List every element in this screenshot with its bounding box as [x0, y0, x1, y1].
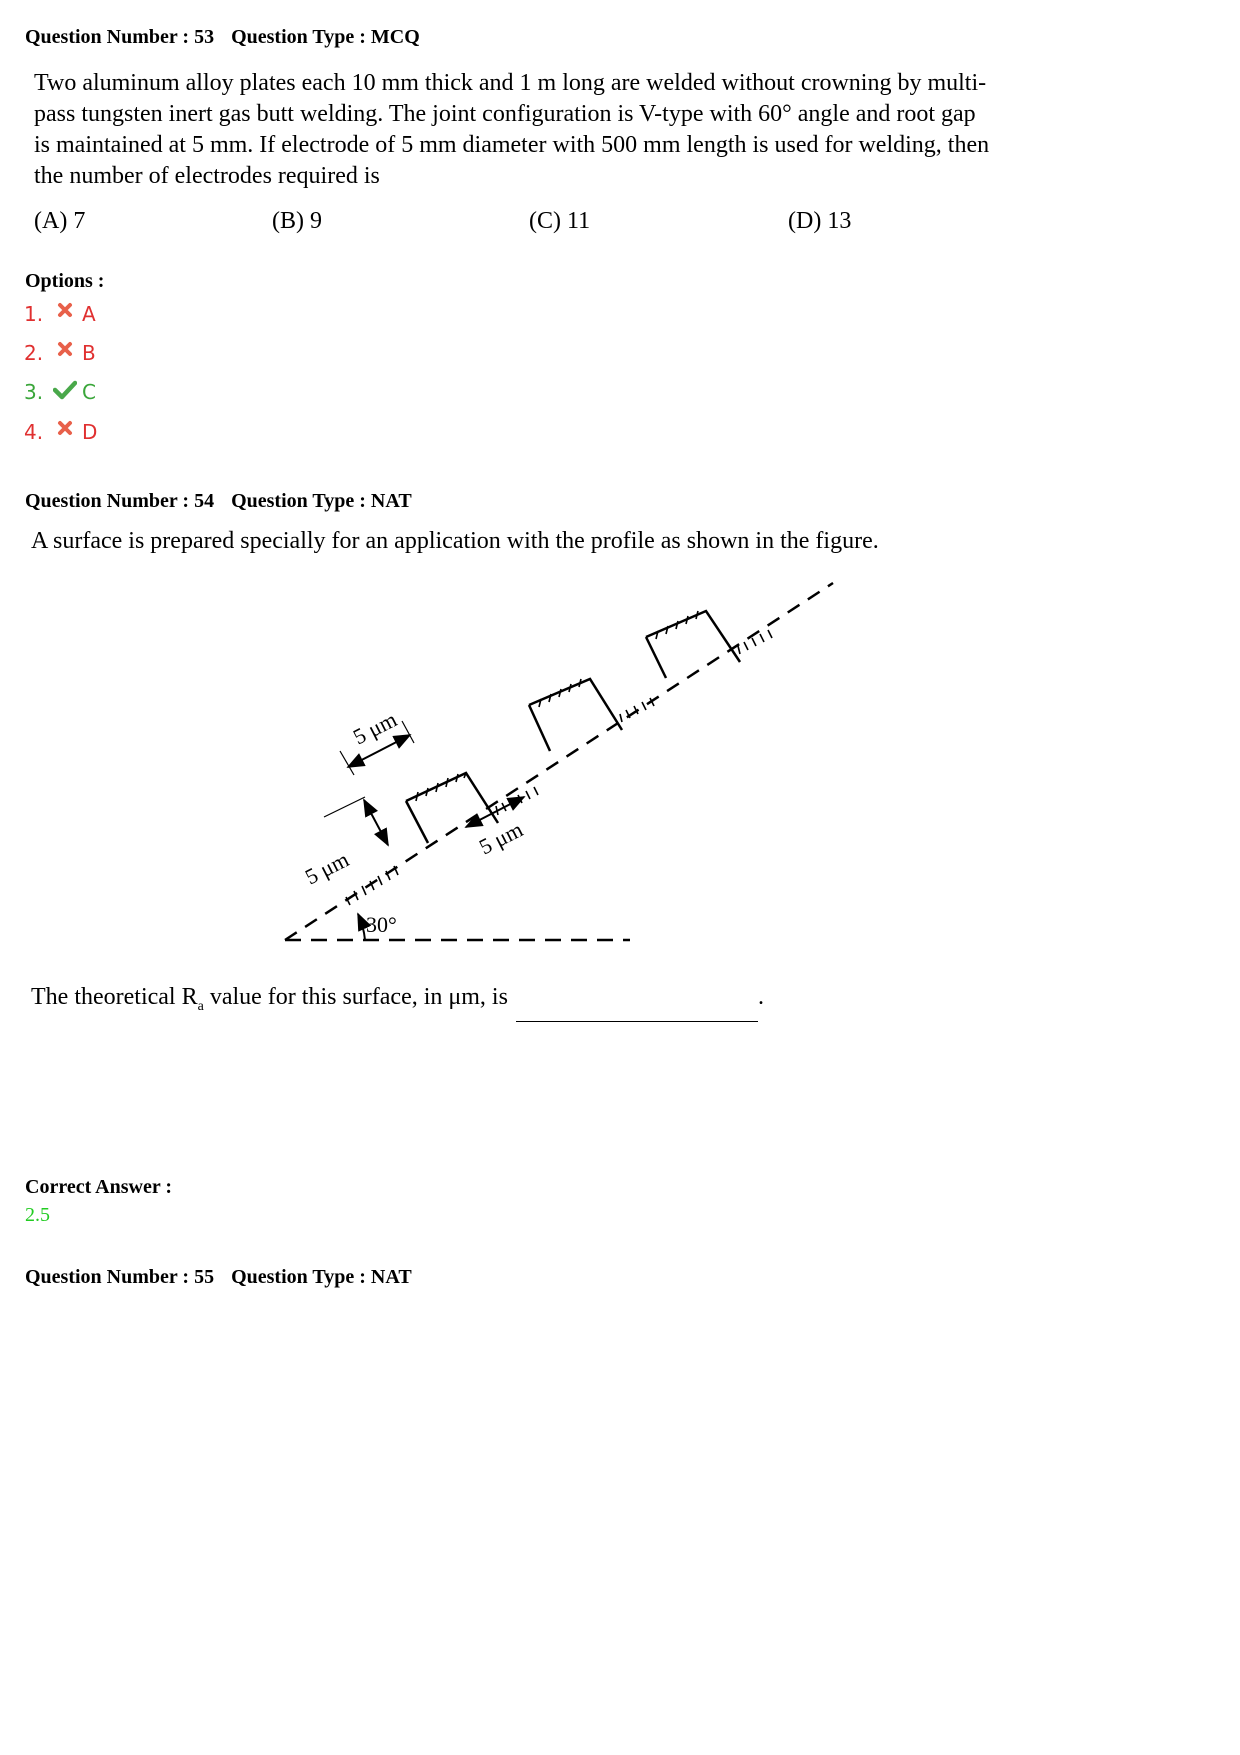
surface-hatching: [346, 611, 772, 905]
choice-c: (C) 11: [529, 208, 591, 234]
option-letter: C: [82, 380, 96, 404]
question-line: is maintained at 5 mm. If electrode of 5 mm diameter with 500 mm length is used for welding, then: [34, 132, 990, 158]
choice-d: (D) 13: [788, 208, 852, 234]
cross-icon: [52, 420, 78, 444]
option-number: 1.: [24, 302, 44, 326]
choice-b: (B) 9: [272, 208, 322, 234]
question-number: Question Number : 54: [25, 490, 215, 512]
option-letter: D: [82, 420, 98, 444]
question-line: pass tungsten inert gas butt welding. The joint configuration is V-type with 60° angle and root gap: [34, 101, 976, 127]
correct-answer-value: 2.5: [25, 1204, 50, 1226]
dimension-left-label: 5 μm: [300, 846, 353, 890]
extension-line: [340, 751, 354, 775]
correct-answer-label: Correct Answer :: [25, 1176, 172, 1198]
prompt-text: The theoretical R: [31, 984, 198, 1010]
inclined-mean-line: [285, 583, 833, 940]
profile-outline: [406, 611, 740, 843]
question-header-54: [25, 490, 412, 513]
surface-profile-figure: [280, 575, 840, 955]
question-line: the number of electrodes required is: [34, 163, 380, 189]
extension-line: [324, 797, 365, 817]
question-number: Question Number : 53: [25, 26, 215, 48]
cross-icon: [52, 341, 78, 365]
option-number: 4.: [24, 420, 44, 444]
answer-blank: [516, 997, 758, 1022]
option-1[interactable]: [24, 300, 96, 328]
extension-line: [402, 721, 414, 743]
question-text-54: [31, 526, 879, 557]
question-text-53: [34, 68, 989, 192]
option-3[interactable]: [24, 378, 96, 406]
option-letter: B: [82, 341, 96, 365]
question-type: Question Type : NAT: [231, 1266, 412, 1288]
question-prompt-54: [31, 982, 764, 1022]
question-type: Question Type : NAT: [231, 490, 412, 512]
option-4[interactable]: [24, 418, 97, 446]
option-number: 3.: [24, 380, 44, 404]
choice-a: (A) 7: [34, 208, 86, 234]
dimension-bottom-label: 5 μm: [474, 816, 527, 860]
question-line: Two aluminum alloy plates each 10 mm thick and 1 m long are welded without crowning by multi-: [34, 70, 987, 96]
angle-arc: [358, 914, 365, 940]
option-letter: A: [82, 302, 96, 326]
dimension-left-arrow: [364, 800, 388, 845]
dimension-top-label: 5 μm: [348, 706, 401, 750]
question-number: Question Number : 55: [25, 1266, 215, 1288]
option-2[interactable]: [24, 339, 96, 367]
prompt-text-suffix: value for this surface, in μm, is: [203, 984, 508, 1010]
check-icon: [52, 380, 78, 404]
angle-label: 30°: [366, 912, 397, 937]
prompt-end: .: [757, 984, 764, 1010]
question-header-55: [25, 1266, 412, 1289]
prompt-subscript: a: [197, 998, 204, 1014]
question-header-53: [25, 26, 420, 49]
question-line: A surface is prepared specially for an application with the profile as shown in the figure.: [31, 528, 879, 554]
options-label: Options :: [25, 270, 105, 292]
cross-icon: [52, 302, 78, 326]
question-type: Question Type : MCQ: [231, 26, 420, 48]
option-number: 2.: [24, 341, 44, 365]
choices-row-53: [34, 208, 934, 240]
